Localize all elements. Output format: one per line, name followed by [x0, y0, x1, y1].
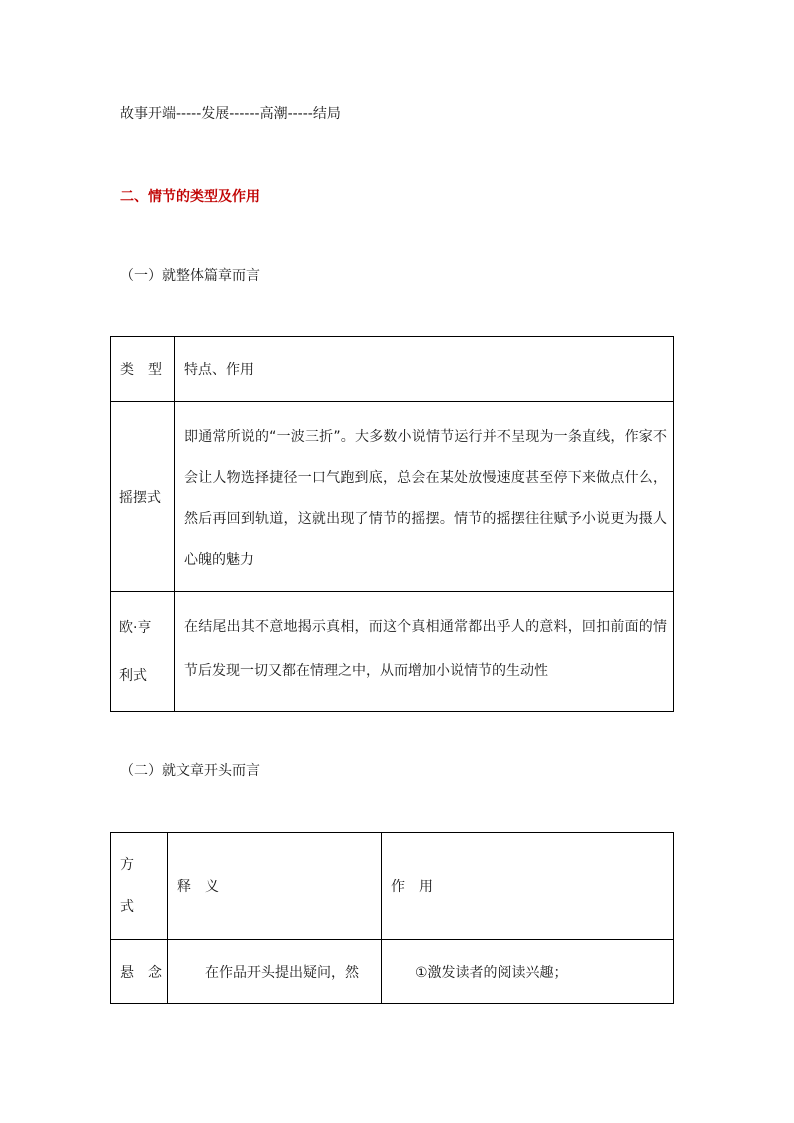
part2-title: （二）就文章开头而言 — [120, 763, 260, 779]
row-effect: ①激发读者的阅读兴趣； — [382, 940, 674, 1004]
row-desc: 在结尾出其不意地揭示真相，而这个真相通常都出乎人的意料，回扣前面的情节后发现一切又都在情理之中，从而增加小说情节的生动性 — [184, 618, 667, 679]
row-method: 悬 念 — [111, 940, 168, 1004]
row-desc-cell — [175, 592, 674, 712]
header-effect: 作 用 — [382, 833, 674, 940]
table-row — [111, 592, 674, 712]
opening-method-table — [110, 832, 674, 1004]
section-heading: 二、情节的类型及作用 — [120, 189, 260, 205]
header-meaning: 释 义 — [168, 833, 382, 940]
row-type: 摇摆式 — [111, 402, 175, 592]
header-method: 方式 — [111, 833, 168, 940]
row-desc-cell — [175, 402, 674, 592]
row-type: 欧·亨利式 — [111, 592, 175, 712]
table-header-row — [111, 337, 674, 402]
plot-flow-line: 故事开端-----发展------高潮-----结局 — [120, 106, 341, 122]
header-feature: 特点、作用 — [175, 337, 674, 402]
plot-type-table — [110, 336, 674, 712]
table-row — [111, 940, 674, 1004]
row-desc: 即通常所说的“一波三折”。大多数小说情节运行并不呈现为一条直线，作家不会让人物选择捷径一口气跑到底，总会在某处放慢速度甚至停下来做点什么，然后再回到轨道，这就出现了情节的摇摆。情节的摇摆往往赋予小说更为摄人心魄的魅力 — [184, 428, 667, 568]
row-meaning: 在作品开头提出疑问，然 — [168, 940, 382, 1004]
part1-title: （一）就整体篇章而言 — [120, 268, 260, 284]
table-row — [111, 402, 674, 592]
header-type: 类 型 — [111, 337, 175, 402]
table-header-row — [111, 833, 674, 940]
